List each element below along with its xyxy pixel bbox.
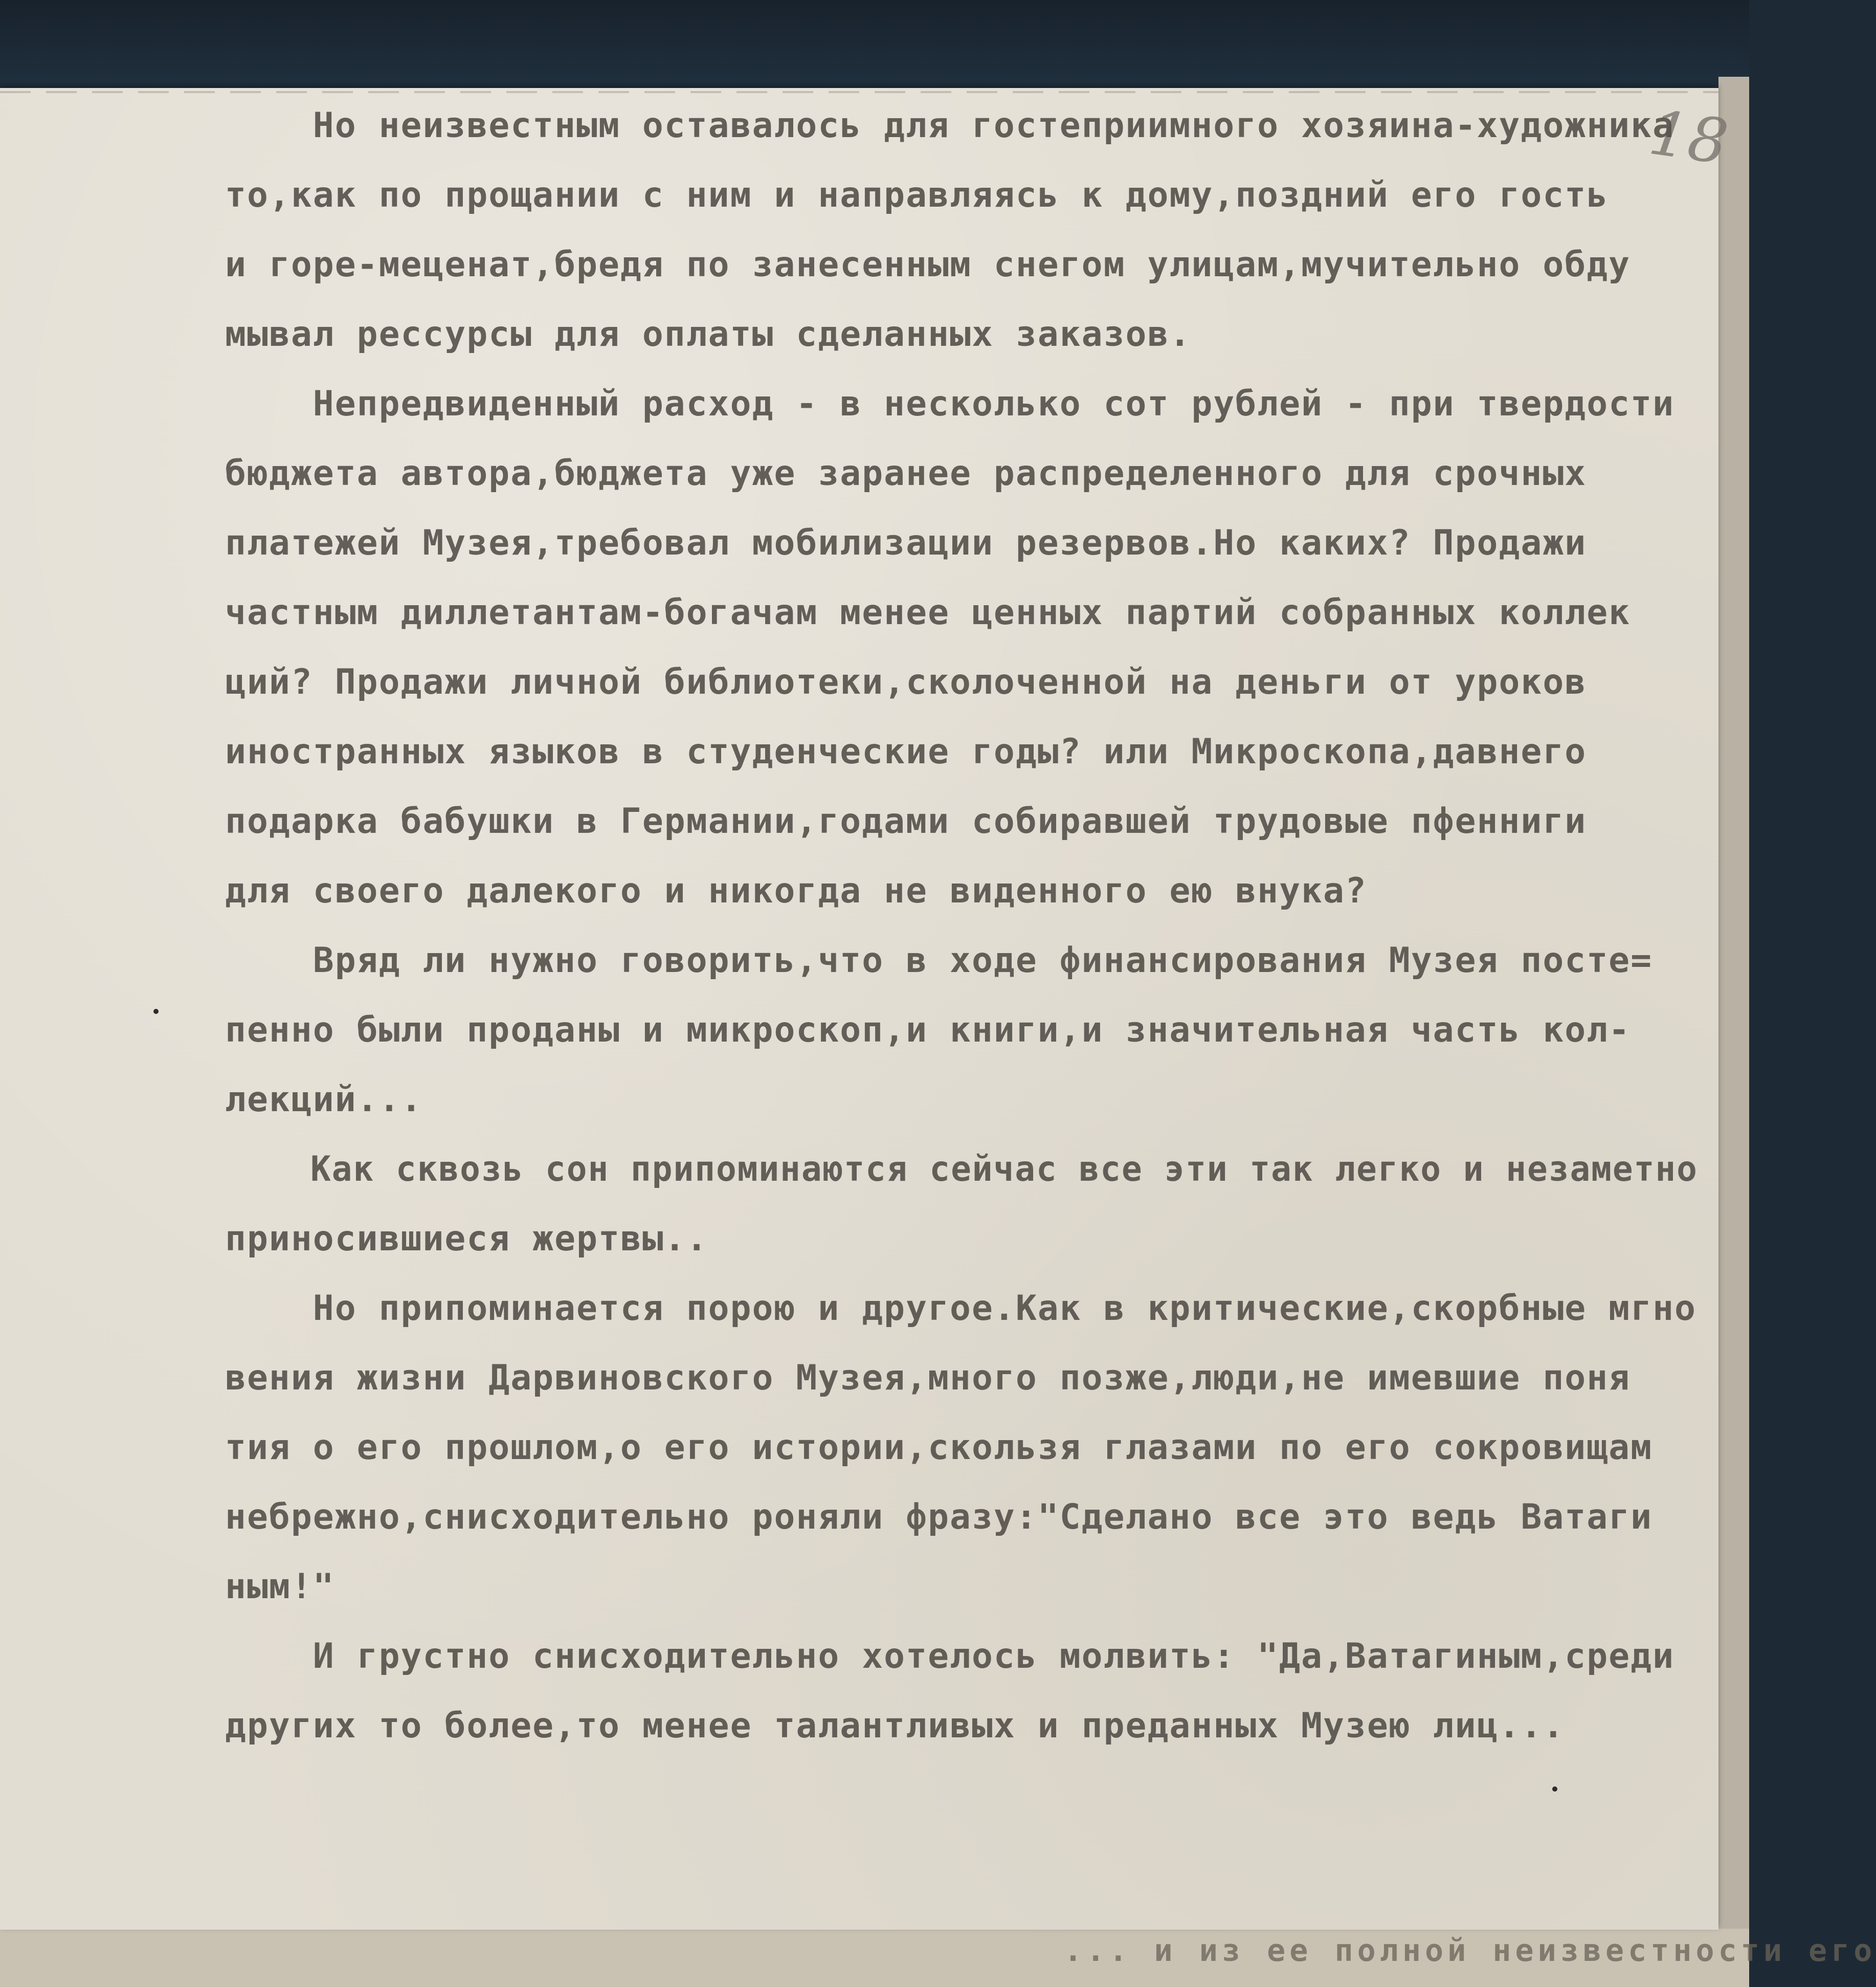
pen-dot: [153, 1009, 159, 1014]
text-line: бюджета автора,бюджета уже заранее распределенного для срочных: [225, 453, 1587, 494]
pen-dot: [1552, 1786, 1557, 1792]
text-line: Но неизвестным оставалось для гостеприимного хозяина-художника: [225, 105, 1675, 146]
text-line: платежей Музея,требовал мобилизации резервов.Но каких? Продажи: [225, 523, 1587, 563]
text-line: вения жизни Дарвиновского Музея,много позже,люди,не имевшие поня: [225, 1358, 1631, 1398]
text-line: частным диллетантам-богачам менее ценных партий собранных коллек: [225, 592, 1631, 633]
text-line: и горе-меценат,бредя по занесенным снегом улицам,мучительно обду: [225, 245, 1631, 285]
text-line: небрежно,снисходительно роняли фразу:"Сделано все это ведь Ватаги: [225, 1497, 1653, 1537]
next-page-text: ... и из ее полной неизвестности его: [1064, 1933, 1876, 1969]
text-line: то,как по прощании с ним и направляясь к дому,поздний его гость: [225, 175, 1609, 215]
next-page-underneath: [0, 1929, 1876, 1987]
folio-number: 18: [1645, 97, 1732, 179]
page-text: [0, 88, 1718, 1930]
text-line: для своего далекого и никогда не виденного ею внука?: [225, 871, 1367, 911]
text-line: Как сквозь сон припоминаются сейчас все эти так легко и незаметно: [225, 1149, 1698, 1189]
dark-background: [0, 0, 1749, 97]
text-line: иностранных языков в студенческие годы? или Микроскопа,давнего: [225, 732, 1587, 772]
text-line: Вряд ли нужно говорить,что в ходе финансирования Музея посте=: [225, 940, 1653, 981]
text-line: Непредвиденный расход - в несколько сот рублей - при твердости: [225, 384, 1675, 424]
text-line: пенно были проданы и микроскоп,и книги,и значительная часть кол-: [225, 1010, 1631, 1050]
text-line: лекций...: [225, 1079, 423, 1120]
text-line: других то более,то менее талантливых и преданных Музею лиц...: [225, 1706, 1565, 1746]
text-line: ным!": [225, 1566, 335, 1607]
text-line: тия о его прошлом,о его истории,скользя глазами по его сокровищам: [225, 1427, 1653, 1468]
stacked-pages-edge: [1718, 77, 1749, 1987]
text-line: И грустно снисходительно хотелось молвить: "Да,Ватагиным,среди: [225, 1636, 1675, 1676]
typewritten-page: [0, 88, 1732, 1930]
text-line: ций? Продажи личной библиотеки,сколоченной на деньги от уроков: [225, 662, 1587, 702]
text-line: приносившиеся жертвы..: [225, 1219, 708, 1259]
text-line: подарка бабушки в Германии,годами собиравшей трудовые пфенниги: [225, 801, 1587, 842]
text-line: мывал рессурсы для оплаты сделанных заказов.: [225, 314, 1192, 355]
text-line: Но припоминается порою и другое.Как в критические,скорбные мгно: [225, 1288, 1696, 1329]
